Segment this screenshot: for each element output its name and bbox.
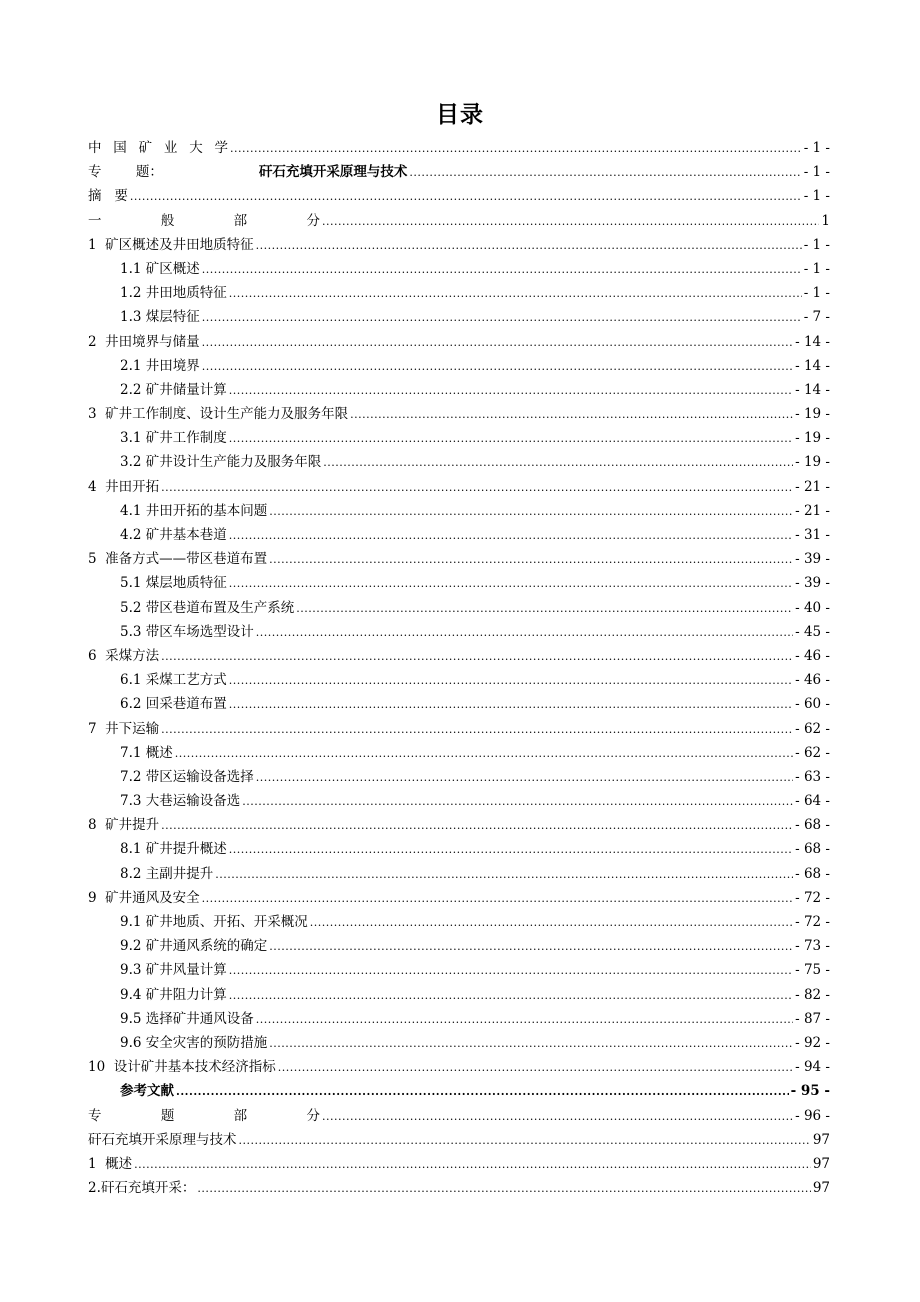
toc-entry[interactable] bbox=[88, 813, 830, 837]
toc-entry[interactable] bbox=[88, 499, 830, 523]
dot-leader bbox=[176, 1085, 789, 1098]
dot-leader bbox=[229, 989, 793, 1002]
dot-leader bbox=[229, 577, 793, 590]
dot-leader bbox=[269, 940, 793, 953]
toc-entry-label: 矸石充填开采原理与技术 bbox=[88, 1131, 237, 1148]
toc-entry[interactable] bbox=[88, 1007, 830, 1031]
toc-entry-page: - 60 - bbox=[795, 696, 830, 713]
toc-entry[interactable] bbox=[88, 886, 830, 910]
toc-entry-page: 1 bbox=[821, 212, 830, 229]
toc-entry-label: 4.2 矿井基本巷道 bbox=[120, 527, 227, 543]
toc-entry-page: - 19 - bbox=[795, 406, 830, 423]
dot-leader bbox=[239, 1134, 811, 1147]
dot-leader bbox=[229, 843, 793, 856]
dot-leader bbox=[256, 1013, 793, 1026]
toc-entry-page: - 1 - bbox=[803, 164, 830, 181]
dot-leader bbox=[202, 311, 802, 324]
toc-entry-label: 参考文献 bbox=[120, 1083, 174, 1100]
toc-entry[interactable] bbox=[88, 160, 830, 184]
dot-leader bbox=[229, 432, 793, 445]
toc-entry-page: - 62 - bbox=[795, 744, 830, 761]
toc-entry-page: - 21 - bbox=[795, 502, 830, 519]
toc-entry-label: 8.2 主副井提升 bbox=[120, 865, 214, 882]
dot-leader bbox=[229, 698, 793, 711]
toc-title: 目录 bbox=[436, 102, 484, 128]
toc-entry[interactable] bbox=[88, 547, 830, 571]
toc-entry-page: - 1 - bbox=[803, 260, 830, 277]
toc-entry[interactable] bbox=[88, 330, 830, 354]
toc-entry[interactable] bbox=[88, 596, 830, 620]
toc-entry-page: - 19 - bbox=[795, 430, 830, 447]
toc-entry-page: - 21 - bbox=[795, 478, 830, 495]
dot-leader bbox=[229, 529, 793, 542]
dot-leader bbox=[229, 287, 802, 300]
toc-entry-page: - 45 - bbox=[795, 623, 830, 640]
toc-entry-label: 一 般 部 分 bbox=[88, 212, 320, 229]
toc-entry-label: 9.3 矿井风量计算 bbox=[120, 962, 227, 979]
toc-entry[interactable] bbox=[88, 450, 830, 474]
toc-entry[interactable] bbox=[88, 1128, 830, 1152]
dot-leader bbox=[269, 505, 793, 518]
dot-leader bbox=[229, 674, 793, 687]
dot-leader bbox=[310, 916, 793, 929]
toc-entry[interactable] bbox=[88, 1079, 830, 1103]
toc-entry-page: - 40 - bbox=[795, 599, 830, 616]
toc-entry[interactable] bbox=[88, 426, 830, 450]
toc-entry[interactable] bbox=[88, 281, 830, 305]
toc-entry-label: 摘 要 bbox=[88, 188, 128, 205]
toc-entry-label: 5.2 带区巷道布置及生产系统 bbox=[120, 599, 295, 616]
toc-entry[interactable] bbox=[88, 862, 830, 886]
dot-leader bbox=[323, 456, 793, 469]
toc-entry-page: - 94 - bbox=[795, 1059, 830, 1076]
toc-entry[interactable] bbox=[88, 378, 830, 402]
toc-entry-label: 9.1 矿井地质、开拓、开采概况 bbox=[120, 914, 308, 930]
toc-entry[interactable] bbox=[88, 934, 830, 958]
dot-leader bbox=[229, 384, 793, 397]
toc-entry-label: 1.1 矿区概述 bbox=[120, 260, 200, 277]
toc-entry-page: - 64 - bbox=[795, 793, 830, 810]
toc-entry-label: 专 题： 矸石充填开采原理与技术 bbox=[88, 164, 408, 181]
toc-entry[interactable] bbox=[88, 354, 830, 378]
dot-leader bbox=[161, 650, 793, 663]
toc-entry[interactable] bbox=[88, 1176, 830, 1200]
toc-entry-label: 9.5 选择矿井通风设备 bbox=[120, 1010, 254, 1027]
toc-entry-label: 9.6 安全灾害的预防措施 bbox=[120, 1034, 268, 1051]
toc-entry-page: - 68 - bbox=[795, 817, 830, 834]
toc-entry-page: - 14 - bbox=[795, 381, 830, 398]
toc-entry[interactable] bbox=[88, 789, 830, 813]
toc-entry-label: 9.4 矿井阻力计算 bbox=[120, 986, 227, 1003]
toc-entry[interactable] bbox=[88, 717, 830, 741]
toc-entry-label: 2.1 井田境界 bbox=[120, 357, 200, 374]
toc-entry[interactable] bbox=[88, 668, 830, 692]
toc-entry-page: - 1 - bbox=[803, 236, 830, 253]
toc-entry-label: 中 国 矿 业 大 学 bbox=[88, 140, 228, 156]
toc-entry-label: 10 设计矿井基本技术经济指标 bbox=[88, 1059, 276, 1076]
toc-entry[interactable] bbox=[88, 305, 830, 329]
toc-entry-page: 97 bbox=[812, 1155, 830, 1172]
dot-leader bbox=[242, 795, 793, 808]
toc-entry[interactable] bbox=[88, 571, 830, 595]
dot-leader bbox=[161, 819, 793, 832]
dot-leader bbox=[202, 360, 793, 373]
dot-leader bbox=[256, 626, 793, 639]
toc-entry[interactable] bbox=[88, 475, 830, 499]
toc-entry-page: - 63 - bbox=[795, 768, 830, 785]
toc-entry-label: 5.3 带区车场选型设计 bbox=[120, 623, 254, 640]
toc-entry-label: 2.矸石充填开采： bbox=[88, 1180, 196, 1197]
toc-entry-page: - 1 - bbox=[803, 188, 830, 205]
toc-entry-page: 97 bbox=[812, 1131, 830, 1148]
toc-entry-label: 3.1 矿井工作制度 bbox=[120, 430, 227, 447]
dot-leader bbox=[256, 771, 793, 784]
toc-entry-page: - 1 - bbox=[803, 285, 830, 302]
dot-leader bbox=[350, 408, 793, 421]
dot-leader bbox=[256, 239, 802, 252]
toc-entry-page: - 39 - bbox=[795, 575, 830, 592]
dot-leader bbox=[322, 1110, 793, 1123]
toc-entry[interactable] bbox=[88, 983, 830, 1007]
toc-entry[interactable] bbox=[88, 1104, 830, 1128]
toc-entry[interactable] bbox=[88, 257, 830, 281]
toc-entry-page: - 1 - bbox=[803, 140, 830, 156]
toc-entry-page: - 14 - bbox=[795, 333, 830, 350]
toc-entry-label: 2.2 矿井储量计算 bbox=[120, 381, 227, 398]
toc-entry-label: 4 井田开拓 bbox=[88, 478, 160, 495]
dot-leader bbox=[161, 481, 793, 494]
toc-entry[interactable] bbox=[88, 184, 830, 208]
toc-entry[interactable] bbox=[88, 765, 830, 789]
dot-leader bbox=[202, 336, 793, 349]
toc-entry-label: 3 矿井工作制度、设计生产能力及服务年限 bbox=[88, 406, 349, 423]
toc-entry-label: 1 概述 bbox=[88, 1155, 133, 1172]
toc-entry-page: - 46 - bbox=[795, 647, 830, 664]
dot-leader bbox=[409, 166, 801, 179]
toc-entry-page: 97 bbox=[812, 1180, 830, 1197]
dot-leader bbox=[134, 1158, 811, 1171]
toc-entry-page: - 68 - bbox=[795, 841, 830, 858]
toc-entry-label: 8 矿井提升 bbox=[88, 817, 160, 834]
toc-entry-page: - 62 - bbox=[795, 720, 830, 737]
toc-entry-page: - 68 - bbox=[795, 865, 830, 882]
toc-entry-label: 9.2 矿井通风系统的确定 bbox=[120, 938, 268, 955]
dot-leader bbox=[130, 190, 802, 203]
dot-leader bbox=[161, 723, 793, 736]
toc-entry-label: 9 矿井通风及安全 bbox=[88, 889, 200, 906]
toc-entry[interactable] bbox=[88, 958, 830, 982]
dot-leader bbox=[322, 215, 819, 228]
toc-entry-label: 3.2 矿井设计生产能力及服务年限 bbox=[120, 454, 322, 471]
toc-entry-label: 2 井田境界与储量 bbox=[88, 333, 200, 350]
toc-entry[interactable] bbox=[88, 620, 830, 644]
dot-leader bbox=[175, 747, 793, 760]
toc-entry-label: 7.2 带区运输设备选择 bbox=[120, 768, 254, 785]
toc-entry[interactable] bbox=[88, 209, 830, 233]
toc-entry-label: 6 采煤方法 bbox=[88, 647, 160, 664]
dot-leader bbox=[269, 553, 793, 566]
toc-entry-page: - 7 - bbox=[803, 309, 830, 326]
toc-entry-page: - 87 - bbox=[795, 1010, 830, 1027]
dot-leader bbox=[202, 263, 802, 276]
dot-leader bbox=[197, 1182, 810, 1195]
toc-entry-page: - 31 - bbox=[795, 527, 830, 543]
dot-leader bbox=[229, 964, 793, 977]
topic-title: 矸石充填开采原理与技术 bbox=[258, 164, 408, 181]
toc-entry-page: - 75 - bbox=[795, 962, 830, 979]
dot-leader bbox=[278, 1061, 793, 1074]
toc-entry-label: 5 准备方式——带区巷道布置 bbox=[88, 551, 268, 568]
toc-entry-page: - 72 - bbox=[795, 914, 830, 930]
dot-leader bbox=[269, 1037, 793, 1050]
dot-leader bbox=[202, 892, 793, 905]
dot-leader bbox=[215, 868, 793, 881]
toc-entry-label: 1.2 井田地质特征 bbox=[120, 285, 227, 302]
toc-entry-page: - 82 - bbox=[795, 986, 830, 1003]
toc-entry[interactable] bbox=[88, 692, 830, 716]
toc-entry-label: 7.1 概述 bbox=[120, 744, 173, 761]
toc-entry-page: - 46 - bbox=[795, 672, 830, 689]
toc-entry[interactable] bbox=[88, 136, 830, 160]
table-of-contents bbox=[88, 136, 830, 1200]
toc-entry-label: 5.1 煤层地质特征 bbox=[120, 575, 227, 592]
toc-entry[interactable] bbox=[88, 233, 830, 257]
toc-entry[interactable] bbox=[88, 1152, 830, 1176]
toc-entry-label: 1.3 煤层特征 bbox=[120, 309, 200, 326]
toc-entry-label: 4.1 井田开拓的基本问题 bbox=[120, 502, 268, 519]
toc-entry-page: - 72 - bbox=[795, 889, 830, 906]
toc-entry-label: 专 题 部 分 bbox=[88, 1107, 320, 1124]
toc-entry-page: - 73 - bbox=[795, 938, 830, 955]
toc-entry-page: - 19 - bbox=[795, 454, 830, 471]
toc-entry-label: 1 矿区概述及井田地质特征 bbox=[88, 236, 254, 253]
toc-entry[interactable] bbox=[88, 644, 830, 668]
toc-entry[interactable] bbox=[88, 402, 830, 426]
toc-entry[interactable] bbox=[88, 523, 830, 547]
dot-leader bbox=[296, 602, 793, 615]
toc-entry[interactable] bbox=[88, 1031, 830, 1055]
dot-leader bbox=[230, 142, 802, 155]
toc-entry-label: 7.3 大巷运输设备选 bbox=[120, 793, 241, 810]
toc-entry-label: 6.2 回采巷道布置 bbox=[120, 696, 227, 713]
toc-entry[interactable] bbox=[88, 741, 830, 765]
toc-entry[interactable] bbox=[88, 837, 830, 861]
toc-entry-label: 6.1 采煤工艺方式 bbox=[120, 672, 227, 689]
toc-entry-page: - 39 - bbox=[795, 551, 830, 568]
toc-entry[interactable] bbox=[88, 910, 830, 934]
toc-entry-label: 8.1 矿井提升概述 bbox=[120, 841, 227, 858]
toc-entry-page: - 96 - bbox=[795, 1107, 830, 1124]
toc-entry[interactable] bbox=[88, 1055, 830, 1079]
toc-entry-label: 7 井下运输 bbox=[88, 720, 160, 737]
toc-entry-page: - 95 - bbox=[790, 1083, 830, 1100]
toc-entry-page: - 14 - bbox=[795, 357, 830, 374]
toc-entry-page: - 92 - bbox=[795, 1034, 830, 1051]
